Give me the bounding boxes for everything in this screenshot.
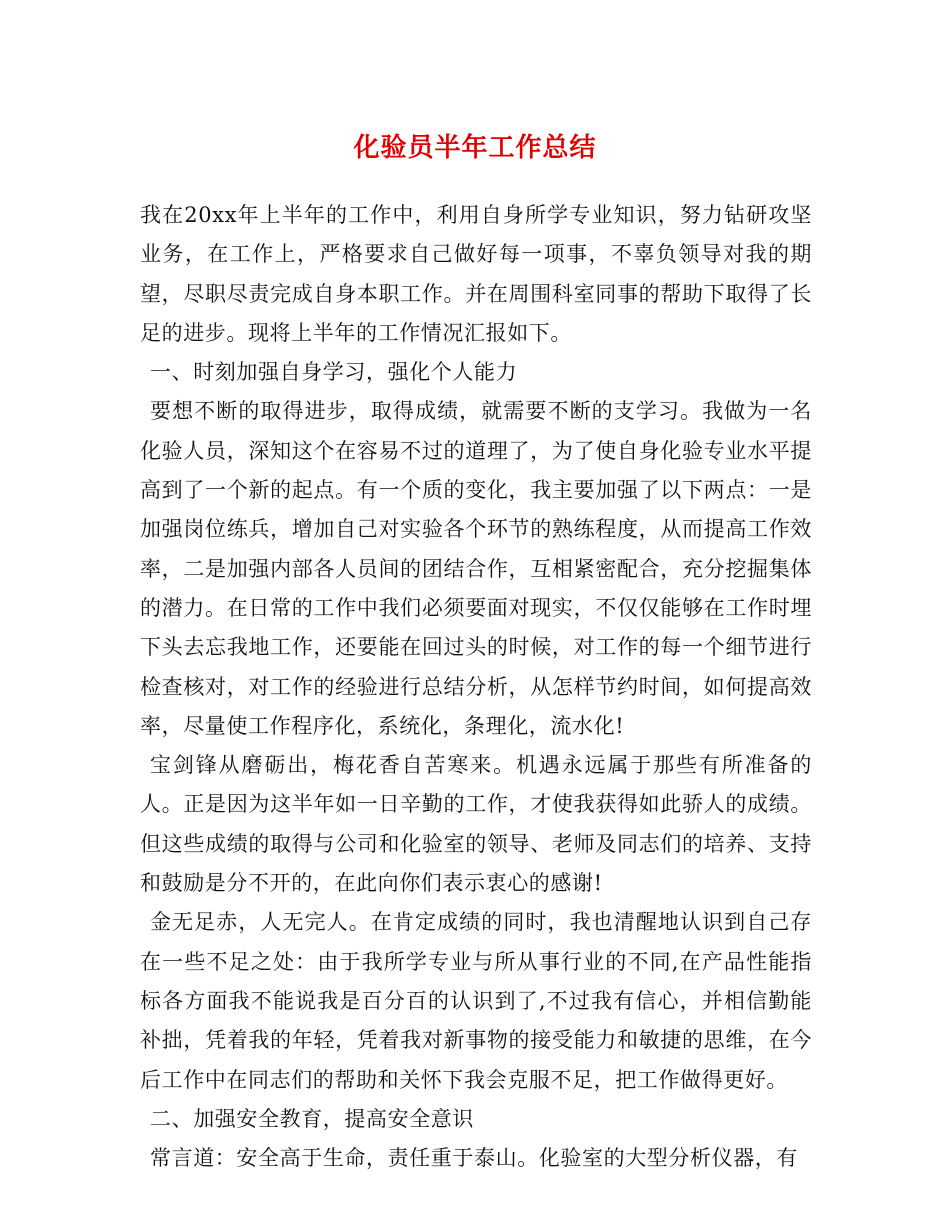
section-heading-1: 一、时刻加强自身学习，强化个人能力 [150,360,518,385]
paragraph-intro: 我在20xx年上半年的工作中，利用自身所学专业知识，努力钻研攻坚业务，在工作上，严格要求自己做好每一项事，不辜负领导对我的期望，尽职尽责完成自身本职工作。并在周围科室同事的帮助下取得了长足的进步。现将上半年的工作情况汇报如下。 [140,203,812,345]
document-title: 化验员半年工作总结 [353,133,597,163]
paragraph-safety: 常言道：安全高于生命，责任重于泰山。化验室的大型分析仪器，有 [150,1146,798,1171]
paragraph-shortcomings: 金无足赤，人无完人。在肯定成绩的同时，我也清醒地认识到自己存在一些不足之处：由于我所学专业与所从事行业的不同,在产品性能指标各方面我不能说我是百分百的认识到了,不过我有信心，并相信勤能补拙，凭着我的年轻，凭着我对新事物的接受能力和敏捷的思维，在今后工作中在同志们的帮助和关怀下我会克服不足，把工作做得更好。 [140,910,812,1092]
document-body [140,196,812,1178]
section-heading-2: 二、加强安全教育，提高安全意识 [150,1106,474,1131]
paragraph-study: 要想不断的取得进步，取得成绩，就需要不断的支学习。我做为一名化验人员，深知这个在容易不过的道理了，为了使自身化验专业水平提高到了一个新的起点。有一个质的变化，我主要加强了以下两点：一是加强岗位练兵，增加自己对实验各个环节的熟练程度，从而提高工作效率，二是加强内部各人员间的团结合作，互相紧密配合，充分挖掘集体的潜力。在日常的工作中我们必须要面对现实，不仅仅能够在工作时埋下头去忘我地工作，还要能在回过头的时候，对工作的每一个细节进行检查核对，对工作的经验进行总结分析，从怎样节约时间，如何提高效率，尽量使工作程序化，系统化，条理化，流水化! [140,399,812,738]
paragraph-achievement: 宝剑锋从磨砺出，梅花香自苦寒来。机遇永远属于那些有所准备的人。正是因为这半年如一日辛勤的工作，才使我获得如此骄人的成绩。但这些成绩的取得与公司和化验室的领导、老师及同志们的培养、支持和鼓励是分不开的，在此向你们表示衷心的感谢! [140,753,812,896]
